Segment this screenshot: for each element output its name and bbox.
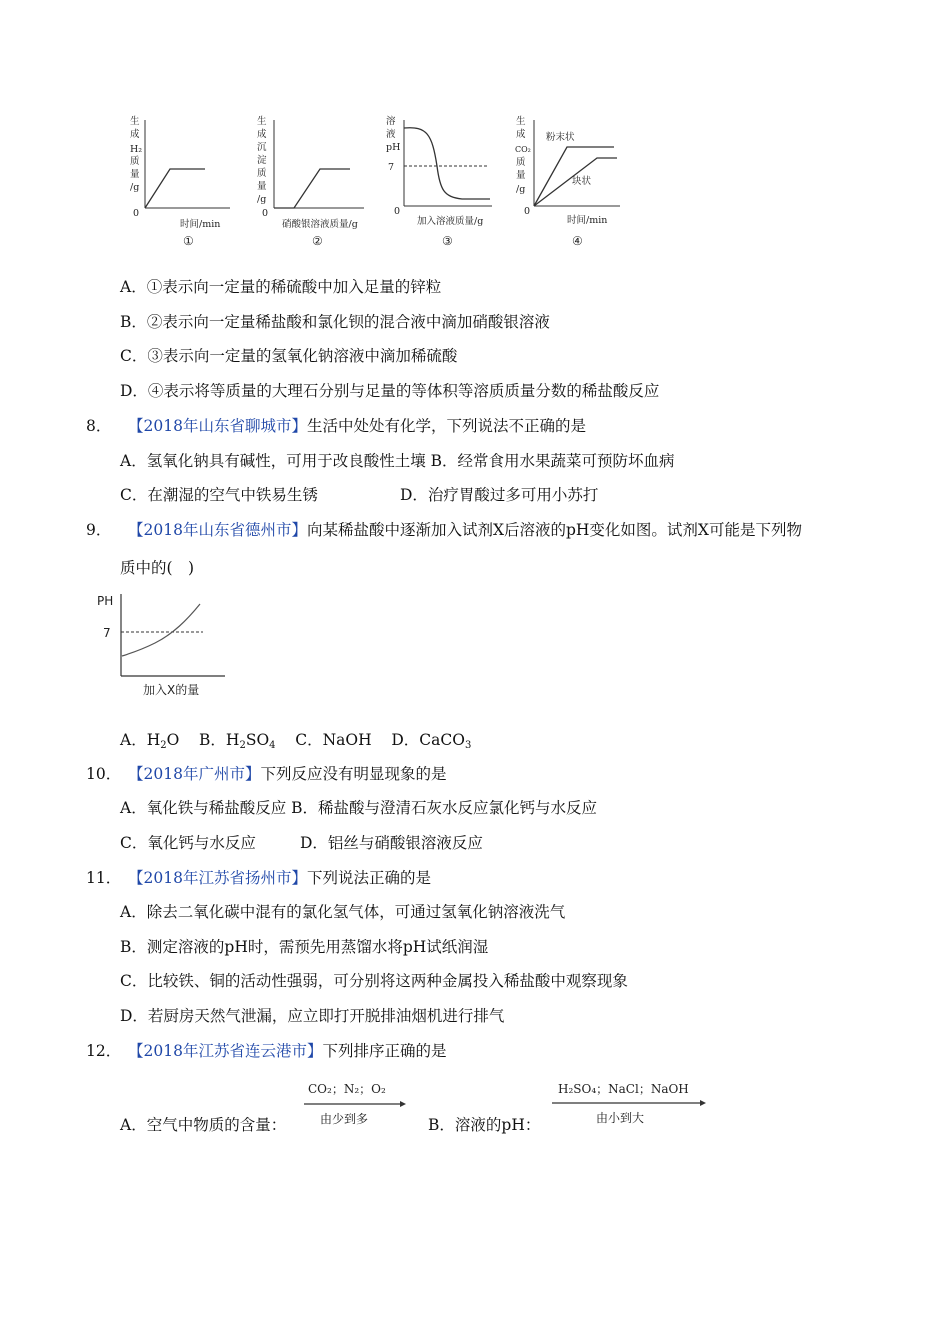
q12-stem: 下列排序正确的是 (322, 1042, 447, 1060)
fig3-caption: ③ (442, 234, 453, 248)
fig1-ylabel-4: 量 (130, 169, 140, 180)
fig3-seven: 7 (388, 162, 395, 173)
q10-option-c: C．氧化钙与水反应 (120, 834, 256, 852)
q8-source-tag: 【2018年山东省聊城市】 (128, 417, 307, 435)
q8-stem: 生活中处处有化学，下列说法不正确的是 (306, 417, 586, 435)
q12-option-b: B．溶液的pH： (428, 1116, 541, 1134)
q10-stem: 下列反应没有明显现象的是 (260, 765, 447, 783)
q11-option-d: D．若厨房天然气泄漏，应立即打开脱排油烟机进行排气 (120, 1007, 505, 1025)
fig2-xlabel: 硝酸银溶液质量/g (282, 219, 358, 230)
q12-arrow-b-bottom: 由小到大 (596, 1111, 645, 1125)
q10-number: 10． (86, 765, 122, 783)
fig2-ylabel-1: 成 (257, 129, 267, 140)
q7-option-d: D．④表示将等质量的大理石分别与足量的等体积等溶质质量分数的稀盐酸反应 (120, 382, 660, 400)
fig3-xlabel: 加入溶液质量/g (417, 216, 484, 227)
fig1-xlabel: 时间/min (180, 219, 221, 230)
q11-stem: 下列说法正确的是 (306, 869, 431, 887)
q9-stem: 向某稀盐酸中逐渐加入试剂X后溶液的pH变化如图。试剂X可能是下列物 (306, 521, 802, 539)
fig2-ylabel-4: 质 (257, 168, 267, 179)
q7-option-c: C．③表示向一定量的氢氧化钠溶液中滴加稀硫酸 (120, 347, 458, 365)
q10-stem-line (86, 764, 446, 784)
q9-ph-graph (95, 590, 230, 702)
fig1-ylabel-1: 成 (130, 129, 140, 140)
q12-arrow-a-top: CO₂；N₂；O₂ (308, 1082, 386, 1096)
q10-option-d: D．铝丝与硝酸银溶液反应 (300, 834, 483, 852)
q8-option-ab: A．氢氧化钠具有碱性，可用于改良酸性土壤 B．经常食用水果蔬菜可预防坏血病 (120, 452, 675, 470)
fig1-ylabel-3: 质 (130, 156, 140, 167)
fig4-ylabel-2: CO₂ (515, 145, 531, 154)
fig1-ylabel-2: H₂ (130, 144, 143, 155)
q11-stem-line (86, 868, 431, 888)
q8-option-d: D．治疗胃酸过多可用小苏打 (400, 486, 599, 504)
q9-number: 9． (86, 521, 112, 539)
fig1-origin: 0 (133, 208, 140, 219)
fig3-ylabel-1: 液 (386, 129, 396, 140)
q9-graph-seven: 7 (103, 626, 111, 640)
fig4-ylabel-0: 生 (516, 116, 526, 127)
fig2-ylabel-5: 量 (257, 181, 267, 192)
q8-option-c: C．在潮湿的空气中铁易生锈 (120, 486, 318, 504)
fig1-ylabel-5: /g (130, 182, 140, 193)
q9-stem-line (86, 520, 802, 540)
fig1-caption: ① (183, 234, 194, 248)
fig2-caption: ② (312, 234, 323, 248)
q9-option-d: D．CaCO$_3$ (391, 731, 472, 751)
fig4-origin: 0 (524, 206, 531, 217)
q9-graph-ylabel: PH (97, 594, 114, 608)
fig4-caption: ④ (572, 234, 583, 248)
q8-stem-line (86, 416, 586, 436)
fig2-ylabel-3: 淀 (257, 155, 267, 166)
q12-arrow-a (300, 1075, 408, 1131)
figure-2-precipitate-graph (252, 112, 372, 252)
q10-option-ab: A．氧化铁与稀盐酸反应 B．稀盐酸与澄清石灰水反应氯化钙与水反应 (120, 799, 598, 817)
q12-number: 12． (86, 1042, 122, 1060)
q7-option-b: B．②表示向一定量稀盐酸和氯化钡的混合液中滴加硝酸银溶液 (120, 313, 550, 331)
fig4-ylabel-3: 质 (516, 157, 526, 168)
q10-source-tag: 【2018年广州市】 (128, 765, 261, 783)
fig4-ylabel-4: 量 (516, 170, 526, 181)
fig1-ylabel-0: 生 (130, 116, 140, 127)
q9-stem-continued: 质中的( ) (120, 559, 195, 577)
q11-option-b: B．测定溶液的pH时，需预先用蒸馏水将pH试纸润湿 (120, 938, 489, 956)
fig4-ylabel-5: /g (516, 184, 526, 195)
q9-option-a: A．$H_2O$ (120, 731, 180, 751)
fig3-ylabel-2: pH (386, 142, 401, 153)
fig4-powder-label: 粉末状 (546, 132, 575, 143)
q9-option-b: B．$H_2SO_4$ (199, 731, 276, 751)
fig2-ylabel-2: 沉 (257, 142, 267, 153)
fig4-xlabel: 时间/min (567, 215, 608, 226)
q11-source-tag: 【2018年江苏省扬州市】 (128, 869, 307, 887)
q12-arrow-b-top: H₂SO₄；NaCl；NaOH (558, 1082, 689, 1096)
figure-4-co2-graph (512, 112, 627, 252)
fig2-origin: 0 (262, 208, 269, 219)
fig3-origin: 0 (394, 206, 401, 217)
q9-source-tag: 【2018年山东省德州市】 (128, 521, 307, 539)
fig4-ylabel-1: 成 (516, 129, 526, 140)
q12-stem-line (86, 1041, 446, 1061)
fig3-ylabel-0: 溶 (386, 116, 396, 127)
q9-options (120, 730, 471, 756)
figure-1-h2-graph (125, 112, 235, 252)
q9-option-c: C．NaOH (295, 731, 372, 749)
figure-3-ph-graph (382, 112, 497, 252)
q12-option-a: A．空气中物质的含量： (120, 1116, 287, 1134)
fig2-ylabel-6: /g (257, 194, 267, 205)
q9-graph-xlabel: 加入X的量 (143, 683, 200, 697)
fig2-ylabel-0: 生 (257, 116, 267, 127)
q11-number: 11． (86, 869, 122, 887)
q7-option-a: A．①表示向一定量的稀硫酸中加入足量的锌粒 (120, 278, 442, 296)
q12-arrow-a-bottom: 由少到多 (320, 1112, 369, 1126)
q8-number: 8． (86, 417, 112, 435)
q11-option-c: C．比较铁、铜的活动性强弱，可分别将这两种金属投入稀盐酸中观察现象 (120, 972, 628, 990)
fig4-block-label: 块状 (572, 176, 592, 187)
q12-arrow-b (548, 1073, 710, 1129)
q12-source-tag: 【2018年江苏省连云港市】 (128, 1042, 323, 1060)
q11-option-a: A．除去二氧化碳中混有的氯化氢气体，可通过氢氧化钠溶液洗气 (120, 903, 566, 921)
